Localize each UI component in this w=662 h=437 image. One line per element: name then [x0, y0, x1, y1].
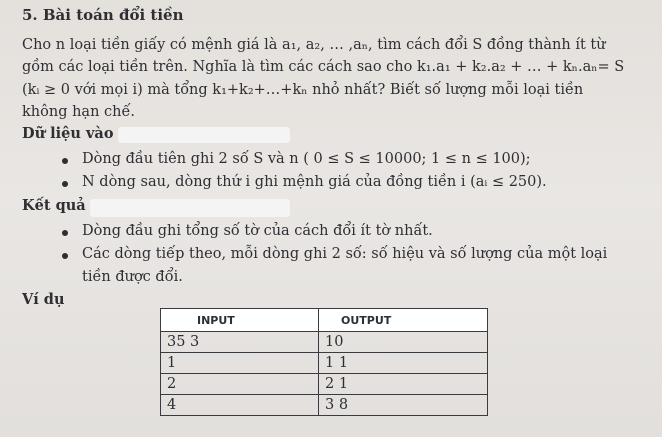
output-item-1: Dòng đầu ghi tổng số tờ của cách đổi ít tờ nhất.: [82, 223, 433, 239]
output-cell: 1 1: [319, 353, 488, 374]
bullet-icon: [62, 158, 68, 164]
redaction-mark: [118, 127, 290, 143]
intro-line-3: (kᵢ ≥ 0 với mọi i) mà tổng k₁+k₂+…+kₙ nhỏ nhất? Biết số lượng mỗi loại tiền: [22, 82, 584, 98]
input-item-1: Dòng đầu tiên ghi 2 số S và n ( 0 ≤ S ≤ 10000; 1 ≤ n ≤ 100);: [82, 151, 531, 167]
input-cell: 1: [161, 353, 319, 374]
intro-line-1: Cho n loại tiền giấy có mệnh giá là a₁, a₂, … ,aₙ, tìm cách đổi S đồng thành ít từ: [22, 37, 606, 53]
section-title: 5. Bài toán đổi tiền: [22, 6, 184, 24]
table-row: [161, 332, 488, 353]
output-item-2: Các dòng tiếp theo, mỗi dòng ghi 2 số: số hiệu và số lượng của một loại: [82, 246, 608, 262]
table-row: [161, 374, 488, 395]
intro-line-2: gồm các loại tiền trên. Nghĩa là tìm các cách sao cho k₁.a₁ + k₂.a₂ + … + kₙ.aₙ= S: [22, 59, 625, 75]
output-item-2-continued: tiền được đổi.: [82, 269, 183, 285]
output-cell: 2 1: [319, 374, 488, 395]
example-heading: Ví dụ: [22, 291, 65, 308]
output-cell: 3 8: [319, 395, 488, 416]
table-header-row: [161, 309, 488, 332]
bullet-icon: [62, 253, 68, 259]
input-cell: 4: [161, 395, 319, 416]
bullet-icon: [62, 230, 68, 236]
intro-line-4: không hạn chế.: [22, 104, 136, 120]
output-cell: 10: [319, 332, 488, 353]
input-column-header: INPUT: [161, 309, 319, 332]
output-heading: Kết quả: [22, 197, 86, 214]
table-row: [161, 353, 488, 374]
input-cell: 35 3: [161, 332, 319, 353]
table-row: [161, 395, 488, 416]
input-item-2: N dòng sau, dòng thứ i ghi mệnh giá của đồng tiền i (aᵢ ≤ 250).: [82, 174, 547, 190]
input-cell: 2: [161, 374, 319, 395]
example-table: [160, 308, 488, 416]
bullet-icon: [62, 181, 68, 187]
input-heading: Dữ liệu vào: [22, 125, 114, 142]
output-column-header: OUTPUT: [319, 309, 488, 332]
redaction-mark: [90, 199, 290, 217]
